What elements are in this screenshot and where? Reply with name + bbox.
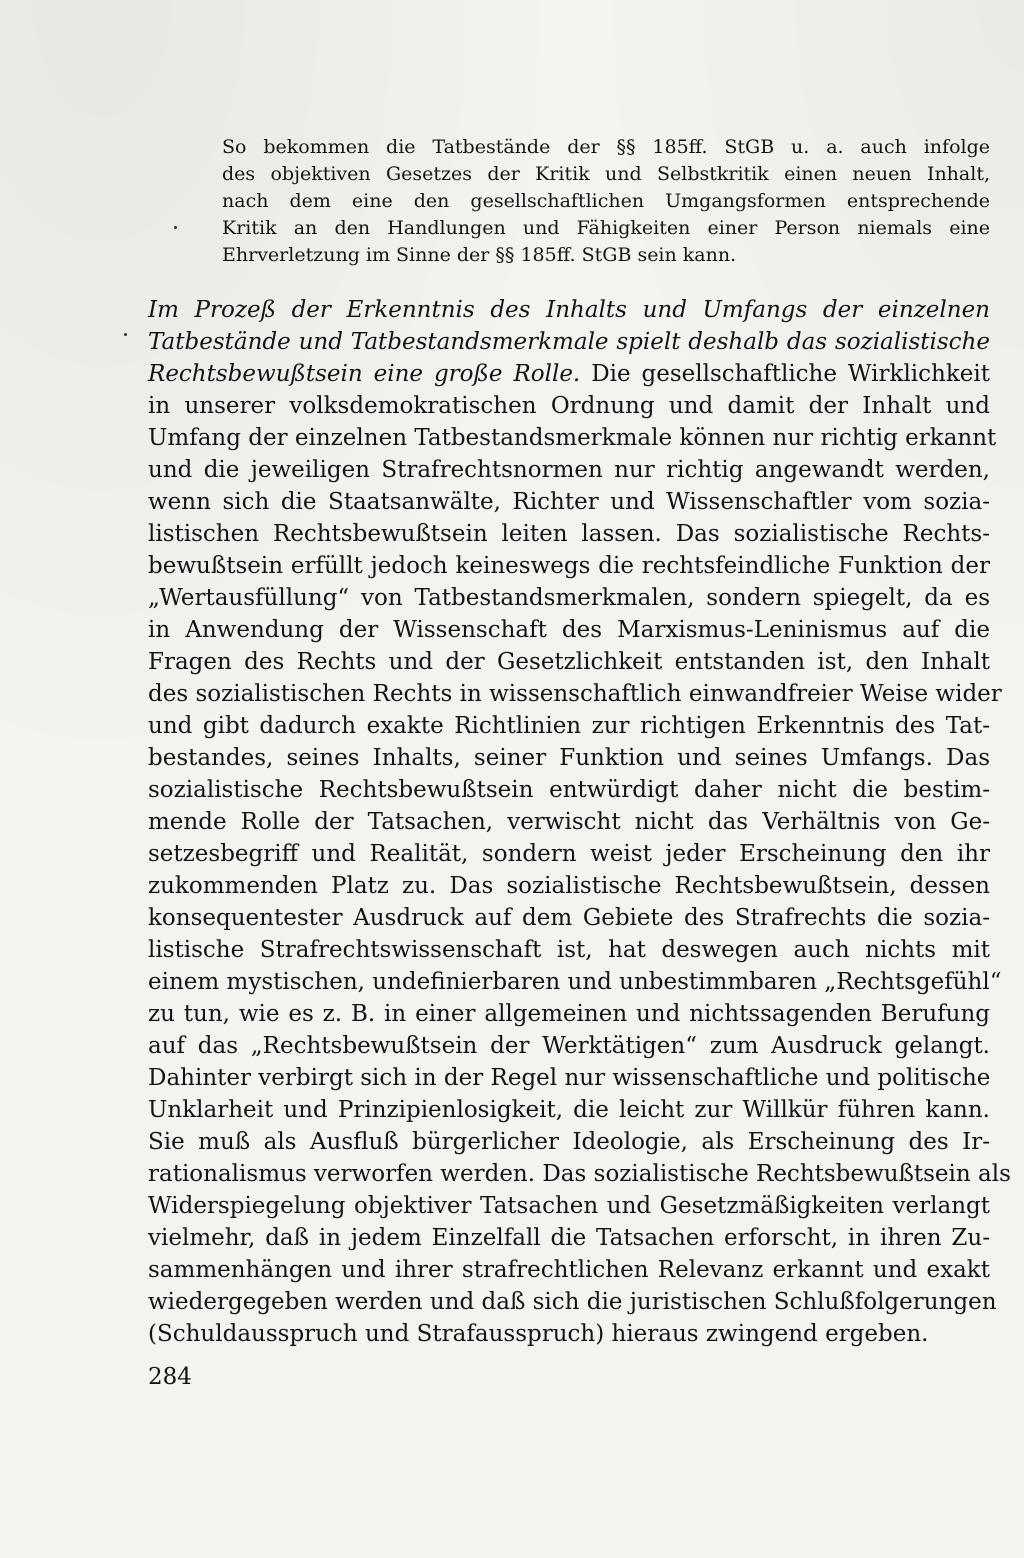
body-text: wiedergegeben werden und daß sich die juristischen Schlußfolgerungen — [148, 1289, 997, 1315]
body-line — [148, 582, 990, 614]
emphasis-text: Rechtsbewußtsein eine große Rolle. — [148, 361, 581, 387]
body-line — [148, 422, 997, 454]
body-text: Umfang der einzelnen Tatbestandsmerkmale können nur richtig erkannt — [148, 425, 997, 451]
body-line — [148, 710, 990, 742]
body-line — [148, 678, 1002, 710]
body-text: sozialistische Rechtsbewußtsein entwürdigt daher nicht die bestim- — [148, 777, 990, 803]
body-line — [148, 550, 990, 582]
margin-speck — [174, 226, 177, 229]
body-line — [148, 454, 990, 486]
body-text: einem mystischen, undefinierbaren und unbestimmbaren „Rechtsgefühl“ — [148, 969, 1002, 995]
body-text: zu tun, wie es z. B. in einer allgemeinen und nichtssagenden Berufung — [148, 1001, 990, 1027]
body-text: wenn sich die Staatsanwälte, Richter und Wissenschaftler vom sozia- — [148, 489, 990, 515]
body-text: Dahinter verbirgt sich in der Regel nur wissenschaftliche und politische — [148, 1065, 991, 1091]
emphasis-text: Tatbestände und Tatbestandsmerkmale spielt deshalb das sozialistische — [148, 329, 990, 355]
body-line — [148, 934, 990, 966]
body-text: vielmehr, daß in jedem Einzelfall die Tatsachen erforscht, in ihren Zu- — [148, 1225, 990, 1251]
emphasis-text: Im Prozeß der Erkenntnis des Inhalts und Umfangs der einzelnen — [148, 297, 990, 323]
quote-line: des objektiven Gesetzes der Kritik und Selbstkritik einen neuen Inhalt, — [222, 163, 990, 185]
body-line — [148, 1126, 990, 1158]
page-number: 284 — [148, 1364, 192, 1390]
body-line — [148, 1030, 990, 1062]
body-text: sammenhängen und ihrer strafrechtlichen Relevanz erkannt und exakt — [148, 1257, 990, 1283]
body-line — [148, 1094, 990, 1126]
body-line — [148, 390, 990, 422]
body-text: in Anwendung der Wissenschaft des Marxismus-Leninismus auf die — [148, 617, 990, 643]
body-text: und die jeweiligen Strafrechtsnormen nur richtig angewandt werden, — [148, 457, 990, 483]
body-line — [148, 1318, 990, 1350]
body-text: Die gesellschaftliche Wirklichkeit — [580, 361, 990, 387]
body-line — [148, 614, 990, 646]
body-line — [148, 646, 990, 678]
body-text: setzesbegriff und Realität, sondern weist jeder Erscheinung den ihr — [148, 841, 990, 867]
margin-speck — [124, 333, 127, 336]
body-line — [148, 1158, 1011, 1190]
quote-line: Kritik an den Handlungen und Fähigkeiten einer Person niemals eine — [222, 217, 990, 239]
body-line — [148, 294, 990, 326]
body-text: „Wertausfüllung“ von Tatbestandsmerkmalen, sondern spiegelt, da es — [148, 585, 990, 611]
body-line — [148, 774, 990, 806]
body-line — [148, 1190, 990, 1222]
body-line — [148, 1062, 990, 1094]
body-text: in unserer volksdemokratischen Ordnung und damit der Inhalt und — [148, 393, 990, 419]
quote-line: So bekommen die Tatbestände der §§ 185ff. StGB u. a. auch infolge — [222, 136, 990, 158]
body-line — [148, 966, 1002, 998]
body-line — [148, 518, 990, 550]
body-line — [148, 998, 990, 1030]
body-text: bestandes, seines Inhalts, seiner Funktion und seines Umfangs. Das — [148, 745, 990, 771]
body-text: konsequentester Ausdruck auf dem Gebiete des Strafrechts die sozia- — [148, 905, 990, 931]
quote-line: nach dem eine den gesellschaftlichen Umgangsformen entsprechende — [222, 190, 990, 212]
body-text: Fragen des Rechts und der Gesetzlichkeit entstanden ist, den Inhalt — [148, 649, 990, 675]
body-text: Widerspiegelung objektiver Tatsachen und Gesetzmäßigkeiten verlangt — [148, 1193, 990, 1219]
body-text: mende Rolle der Tatsachen, verwischt nicht das Verhältnis von Ge- — [148, 809, 990, 835]
body-text: Sie muß als Ausfluß bürgerlicher Ideologie, als Erscheinung des Ir- — [148, 1129, 990, 1155]
body-text: listischen Rechtsbewußtsein leiten lassen. Das sozialistische Rechts- — [148, 521, 990, 547]
body-text: rationalismus verworfen werden. Das sozialistische Rechtsbewußtsein als — [148, 1161, 1011, 1187]
body-line — [148, 806, 990, 838]
body-line — [148, 838, 990, 870]
body-line — [148, 742, 990, 774]
body-line — [148, 1286, 997, 1318]
body-text: auf das „Rechtsbewußtsein der Werktätigen“ zum Ausdruck gelangt. — [148, 1033, 990, 1059]
body-line — [148, 1254, 990, 1286]
body-line — [148, 358, 990, 390]
body-line — [148, 902, 990, 934]
body-line — [148, 870, 990, 902]
body-text: Unklarheit und Prinzipienlosigkeit, die leicht zur Willkür führen kann. — [148, 1097, 990, 1123]
body-text: listische Strafrechtswissenschaft ist, hat deswegen auch nichts mit — [148, 937, 990, 963]
body-text: bewußtsein erfüllt jedoch keineswegs die rechtsfeindliche Funktion der — [148, 553, 990, 579]
body-line — [148, 326, 990, 358]
body-text: zukommenden Platz zu. Das sozialistische Rechtsbewußtsein, dessen — [148, 873, 990, 899]
body-text: (Schuldausspruch und Strafausspruch) hieraus zwingend ergeben. — [148, 1321, 929, 1347]
body-text: und gibt dadurch exakte Richtlinien zur richtigen Erkenntnis des Tat- — [148, 713, 990, 739]
quote-line: Ehrverletzung im Sinne der §§ 185ff. StGB sein kann. — [222, 244, 737, 266]
body-line — [148, 486, 990, 518]
body-line — [148, 1222, 990, 1254]
body-text: des sozialistischen Rechts in wissenschaftlich einwandfreier Weise wider — [148, 681, 1002, 707]
